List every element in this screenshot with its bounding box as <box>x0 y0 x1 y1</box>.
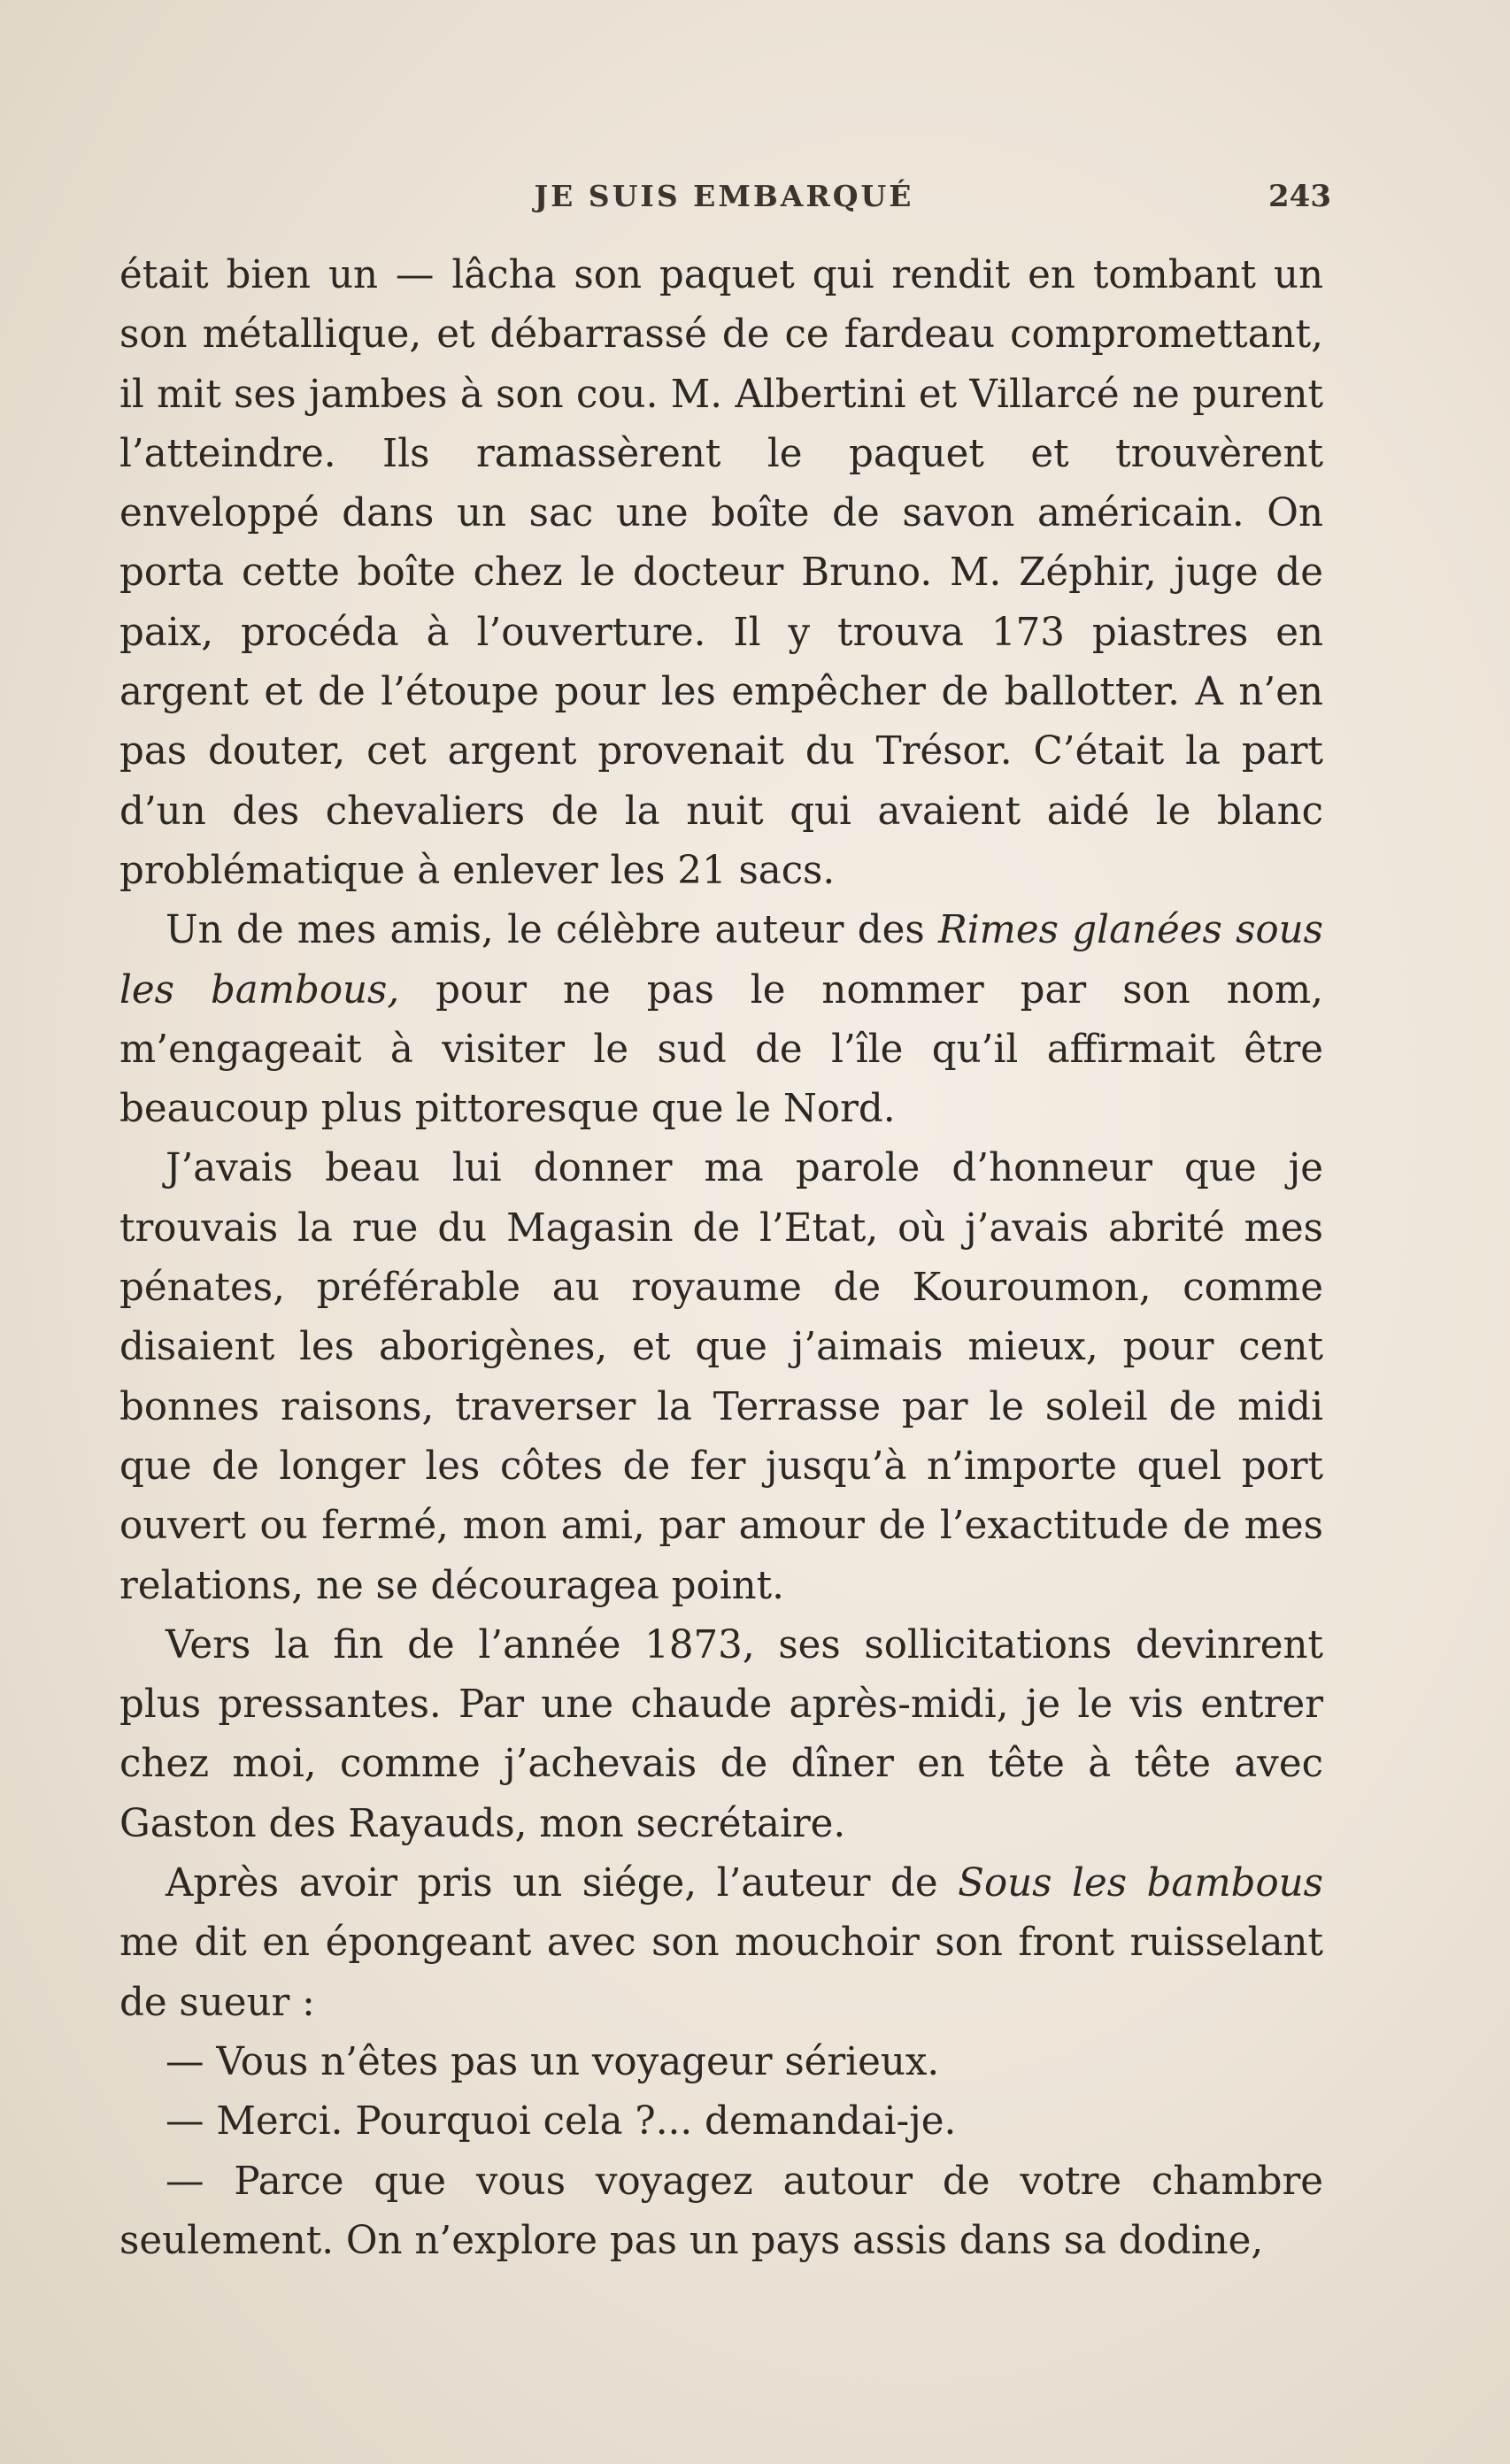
book-title-italic: Sous les bambous <box>958 1861 1323 1906</box>
paragraph-4 <box>119 1616 1323 1854</box>
paragraph-2 <box>119 901 1323 1139</box>
paragraph-text: était bien un — lâcha son paquet qui rendit en tombant un son métallique, et débarrassé de ce fardeau compromettant, il mit ses jambes à son cou. M. Albertini et Villarcé ne purent l’atteindre. Ils ramassèrent le paquet et trouvèrent enveloppé dans un sac une boîte de savon américain. On porta cette boîte chez le docteur Bruno. M. Zéphir, juge de paix, procéda à l’ouverture. Il y trouva 173 piastres en argent et de l’étoupe pour les empêcher de ballotter. A n’en pas douter, cet argent provenait du Trésor. C’était la part d’un des chevaliers de la nuit qui avaient aidé le blanc problématique à enlever les 21 sacs. <box>119 253 1323 893</box>
page-number: 243 <box>1268 179 1331 214</box>
paragraph-text: — Parce que vous voyagez autour de votre chambre seulement. On n’explore pas un pays assis dans sa dodine, <box>119 2159 1323 2263</box>
paragraph-text: me dit en épongeant avec son mouchoir son front ruisselant de sueur : <box>119 1921 1323 2025</box>
paragraph-text: J’avais beau lui donner ma parole d’honneur que je trouvais la rue du Magasin de l’Etat, où j’avais abrité mes pénates, préférable au royaume de Kouroumon, comme disaient les aborigènes, et que j’aimais mieux, pour cent bonnes raisons, traverser la Terrasse par le soleil de midi que de longer les côtes de fer jusqu’à n’importe quel port ouvert ou fermé, mon ami, par amour de l’exactitude de mes relations, ne se découragea point. <box>119 1146 1323 1608</box>
paragraph-text: pour ne pas le nommer par son nom, m’engageait à visiter le sud de l’île qu’il affirmait être beaucoup plus pittoresque que le Nord. <box>119 967 1323 1132</box>
dialogue-line-1 <box>119 2033 1323 2092</box>
book-title-italic: Rimes glanées sous les bambous, <box>119 908 1323 1013</box>
paragraph-text: Un de mes amis, le célèbre auteur des <box>166 908 939 953</box>
paragraph-text: — Vous n’êtes pas un voyageur sérieux. <box>166 2039 940 2084</box>
running-title: JE SUIS EMBARQUÉ <box>534 179 914 213</box>
dialogue-line-2 <box>119 2092 1323 2152</box>
paragraph-5 <box>119 1854 1323 2033</box>
dialogue-line-3 <box>119 2152 1323 2272</box>
paragraph-3 <box>119 1139 1323 1615</box>
body-text <box>119 246 1323 2271</box>
paragraph-text: Vers la fin de l’année 1873, ses sollicitations devinrent plus pressantes. Par une chaude après-midi, je le vis entrer chez moi, comme j’achevais de dîner en tête à tête avec Gaston des Rayauds, mon secrétaire. <box>119 1622 1323 1846</box>
page-header <box>117 179 1331 223</box>
paragraph-1 <box>119 246 1323 901</box>
paragraph-text: Après avoir pris un siége, l’auteur de <box>166 1861 959 1906</box>
paragraph-text: — Merci. Pourquoi cela ?... demandai-je. <box>166 2099 957 2144</box>
